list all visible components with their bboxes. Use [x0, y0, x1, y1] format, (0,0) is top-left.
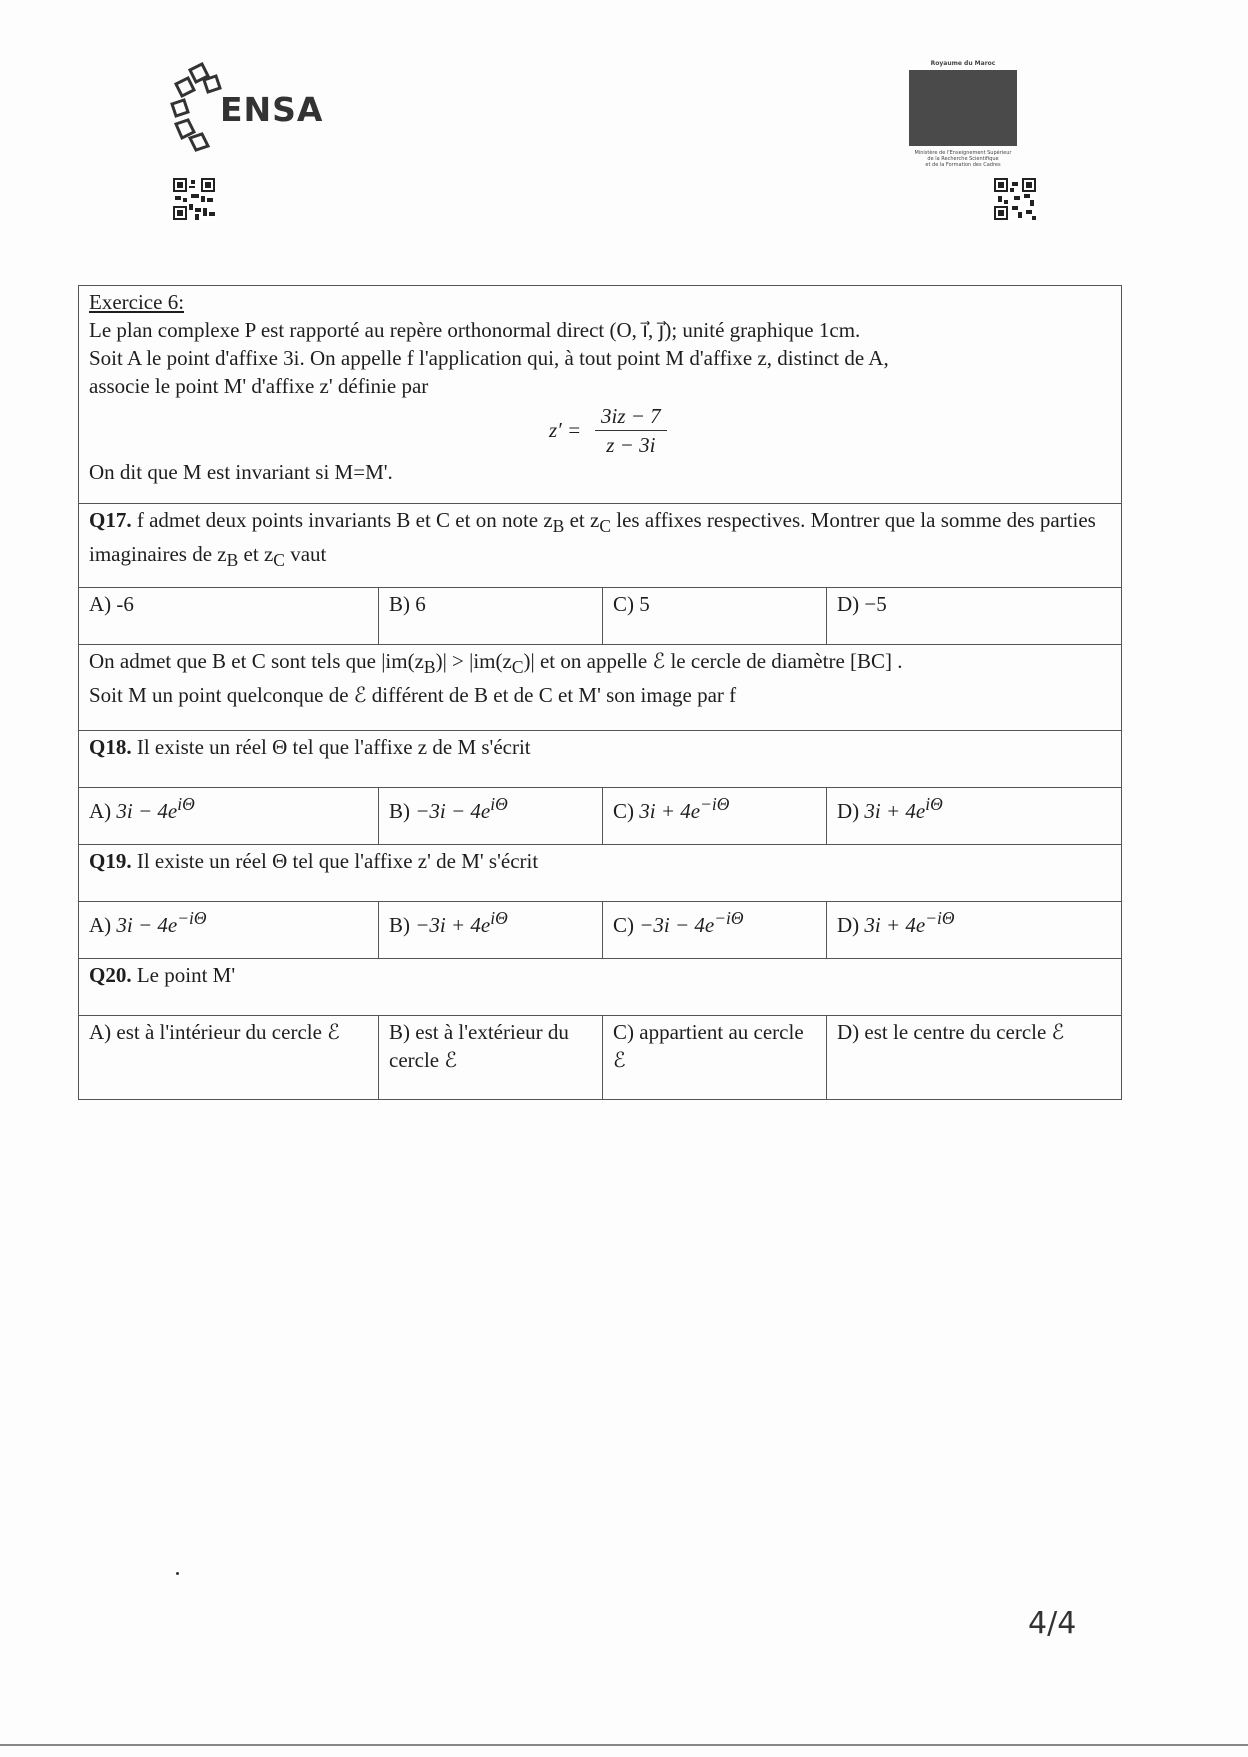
ministry-crest — [888, 60, 1038, 178]
q19-option-c[interactable] — [603, 902, 827, 959]
q17-question-row — [79, 504, 1122, 588]
q20-option-c[interactable]: C) appartient au cercle ℰ — [603, 1016, 827, 1100]
page-bottom-divider — [0, 1744, 1248, 1746]
qr-code-icon — [993, 178, 1037, 220]
crest-bottom-text-2: de la Recherche Scientifique — [927, 156, 999, 162]
q17-options-row — [79, 588, 1122, 645]
context-text — [79, 645, 1122, 731]
q18-option-c-exp: −iΘ — [700, 794, 730, 814]
q18-option-c-base: 3i + 4e — [639, 799, 701, 823]
q17-option-b[interactable]: B) 6 — [379, 588, 603, 645]
ensa-logo-text: ENSA — [220, 90, 324, 129]
q18-option-d-prefix: D) — [837, 799, 865, 823]
q19-option-a-base: 3i − 4e — [116, 913, 178, 937]
q18-option-d[interactable] — [827, 788, 1122, 845]
q20-number: Q20. — [89, 963, 132, 987]
q19-text: Il existe un réel Θ tel que l'affixe z' de M' s'écrit — [131, 849, 539, 873]
exercise-line-3: associe le point M' d'affixe z' définie par — [89, 374, 429, 398]
q18-option-b-base: −3i − 4e — [415, 799, 491, 823]
exercise-statement-row — [79, 286, 1122, 504]
formula-lhs: z′ = — [549, 418, 582, 442]
context-line-1b: )| > |im(z — [435, 649, 512, 673]
q17-option-d[interactable]: D) −5 — [827, 588, 1122, 645]
q20-option-d[interactable]: D) est le centre du cercle ℰ — [827, 1016, 1122, 1100]
q18-option-a-base: 3i − 4e — [116, 799, 178, 823]
q17-sub-b: B — [552, 516, 565, 537]
q19-option-d[interactable] — [827, 902, 1122, 959]
q18-options-row — [79, 788, 1122, 845]
q18-option-d-base: 3i + 4e — [864, 799, 926, 823]
q20-option-b[interactable]: B) est à l'extérieur du cercle ℰ — [379, 1016, 603, 1100]
formula-fraction — [595, 402, 667, 459]
q17-text-2: les affixes respectives. Montrer que la somme des parties imaginaires de z — [89, 508, 1096, 567]
q19-option-b-prefix: B) — [389, 913, 416, 937]
formula-numerator: 3iz − 7 — [595, 402, 667, 431]
context-row — [79, 645, 1122, 731]
q19-option-a-prefix: A) — [89, 913, 117, 937]
context-line-1 — [89, 647, 1111, 681]
crest-bottom-text-3: et de la Formation des Cadres — [925, 162, 1001, 168]
q19-option-a-exp: −iΘ — [177, 908, 207, 928]
q20-question-row — [79, 959, 1122, 1016]
q18-option-a[interactable] — [79, 788, 379, 845]
q19-question — [79, 845, 1122, 902]
q20-text: Le point M' — [131, 963, 236, 987]
context-sub-b: B — [423, 657, 436, 678]
q17-text-3: vaut — [284, 542, 327, 567]
q19-option-c-base: −3i − 4e — [639, 913, 715, 937]
q18-option-c[interactable] — [603, 788, 827, 845]
q17-sub-b-2: B — [226, 550, 239, 571]
exercise-statement — [79, 286, 1122, 504]
exercise-line-4: On dit que M est invariant si M=M'. — [89, 460, 393, 484]
q19-option-c-prefix: C) — [613, 913, 640, 937]
q18-option-a-exp: iΘ — [177, 794, 195, 814]
exercise-line-1: Le plan complexe P est rapporté au repère orthonormal direct (O, i⃗, j⃗); unité graphique 1cm. — [89, 318, 861, 342]
q18-question-row — [79, 731, 1122, 788]
qr-code-icon — [172, 178, 216, 220]
q18-option-c-prefix: C) — [613, 799, 640, 823]
q18-option-d-exp: iΘ — [925, 794, 943, 814]
q19-option-d-base: 3i + 4e — [864, 913, 926, 937]
q18-option-b[interactable] — [379, 788, 603, 845]
stray-mark — [176, 1572, 179, 1575]
ensa-emblem-icon — [168, 62, 228, 152]
context-sub-c: C — [511, 657, 524, 678]
page-number: 4/4 — [1028, 1606, 1077, 1641]
q17-text-et: et z — [564, 508, 600, 532]
q17-sub-c-2: C — [273, 550, 285, 571]
q18-number: Q18. — [89, 735, 132, 759]
q19-option-b[interactable] — [379, 902, 603, 959]
q20-question — [79, 959, 1122, 1016]
q20-options-row — [79, 1016, 1122, 1100]
ensa-logo — [168, 62, 338, 152]
q17-sub-c: C — [599, 516, 612, 537]
q17-option-a[interactable]: A) -6 — [79, 588, 379, 645]
formula-denominator: z − 3i — [606, 433, 656, 457]
formula — [549, 402, 1111, 458]
q19-option-d-exp: −iΘ — [925, 908, 955, 928]
q18-question — [79, 731, 1122, 788]
q19-option-b-base: −3i + 4e — [415, 913, 491, 937]
context-line-1c: )| et on appelle ℰ le cercle de diamètre [BC] . — [523, 649, 903, 673]
q17-question — [79, 504, 1122, 588]
crest-emblem-icon — [909, 70, 1017, 146]
q19-options-row — [79, 902, 1122, 959]
q18-option-a-prefix: A) — [89, 799, 117, 823]
q19-question-row — [79, 845, 1122, 902]
q18-option-b-exp: iΘ — [490, 794, 508, 814]
exercise-table — [78, 285, 1122, 1100]
q17-text-1: f admet deux points invariants B et C et on note z — [136, 508, 553, 532]
q18-text: Il existe un réel Θ tel que l'affixe z de M s'écrit — [131, 735, 531, 759]
crest-bottom-text-1: Ministère de l'Enseignement Supérieur — [914, 150, 1012, 156]
q19-option-c-exp: −iΘ — [714, 908, 744, 928]
q19-option-a[interactable] — [79, 902, 379, 959]
q19-number: Q19. — [89, 849, 132, 873]
q18-option-b-prefix: B) — [389, 799, 416, 823]
q19-option-d-prefix: D) — [837, 913, 865, 937]
exercise-line-2: Soit A le point d'affixe 3i. On appelle f l'application qui, à tout point M d'affixe z, distinct de A, — [89, 346, 889, 370]
q19-option-b-exp: iΘ — [490, 908, 508, 928]
q17-number: Q17. — [89, 508, 132, 532]
q17-option-c[interactable]: C) 5 — [603, 588, 827, 645]
context-line-1a: On admet que B et C sont tels que |im(z — [89, 649, 424, 673]
q20-option-a[interactable]: A) est à l'intérieur du cercle ℰ — [79, 1016, 379, 1100]
q17-text-et-2: et z — [238, 542, 274, 567]
exercise-title: Exercice 6: — [89, 290, 185, 314]
crest-top-text: Royaume du Maroc — [930, 60, 996, 67]
context-line-2: Soit M un point quelconque de ℰ différent de B et de C et M' son image par f — [89, 683, 737, 708]
